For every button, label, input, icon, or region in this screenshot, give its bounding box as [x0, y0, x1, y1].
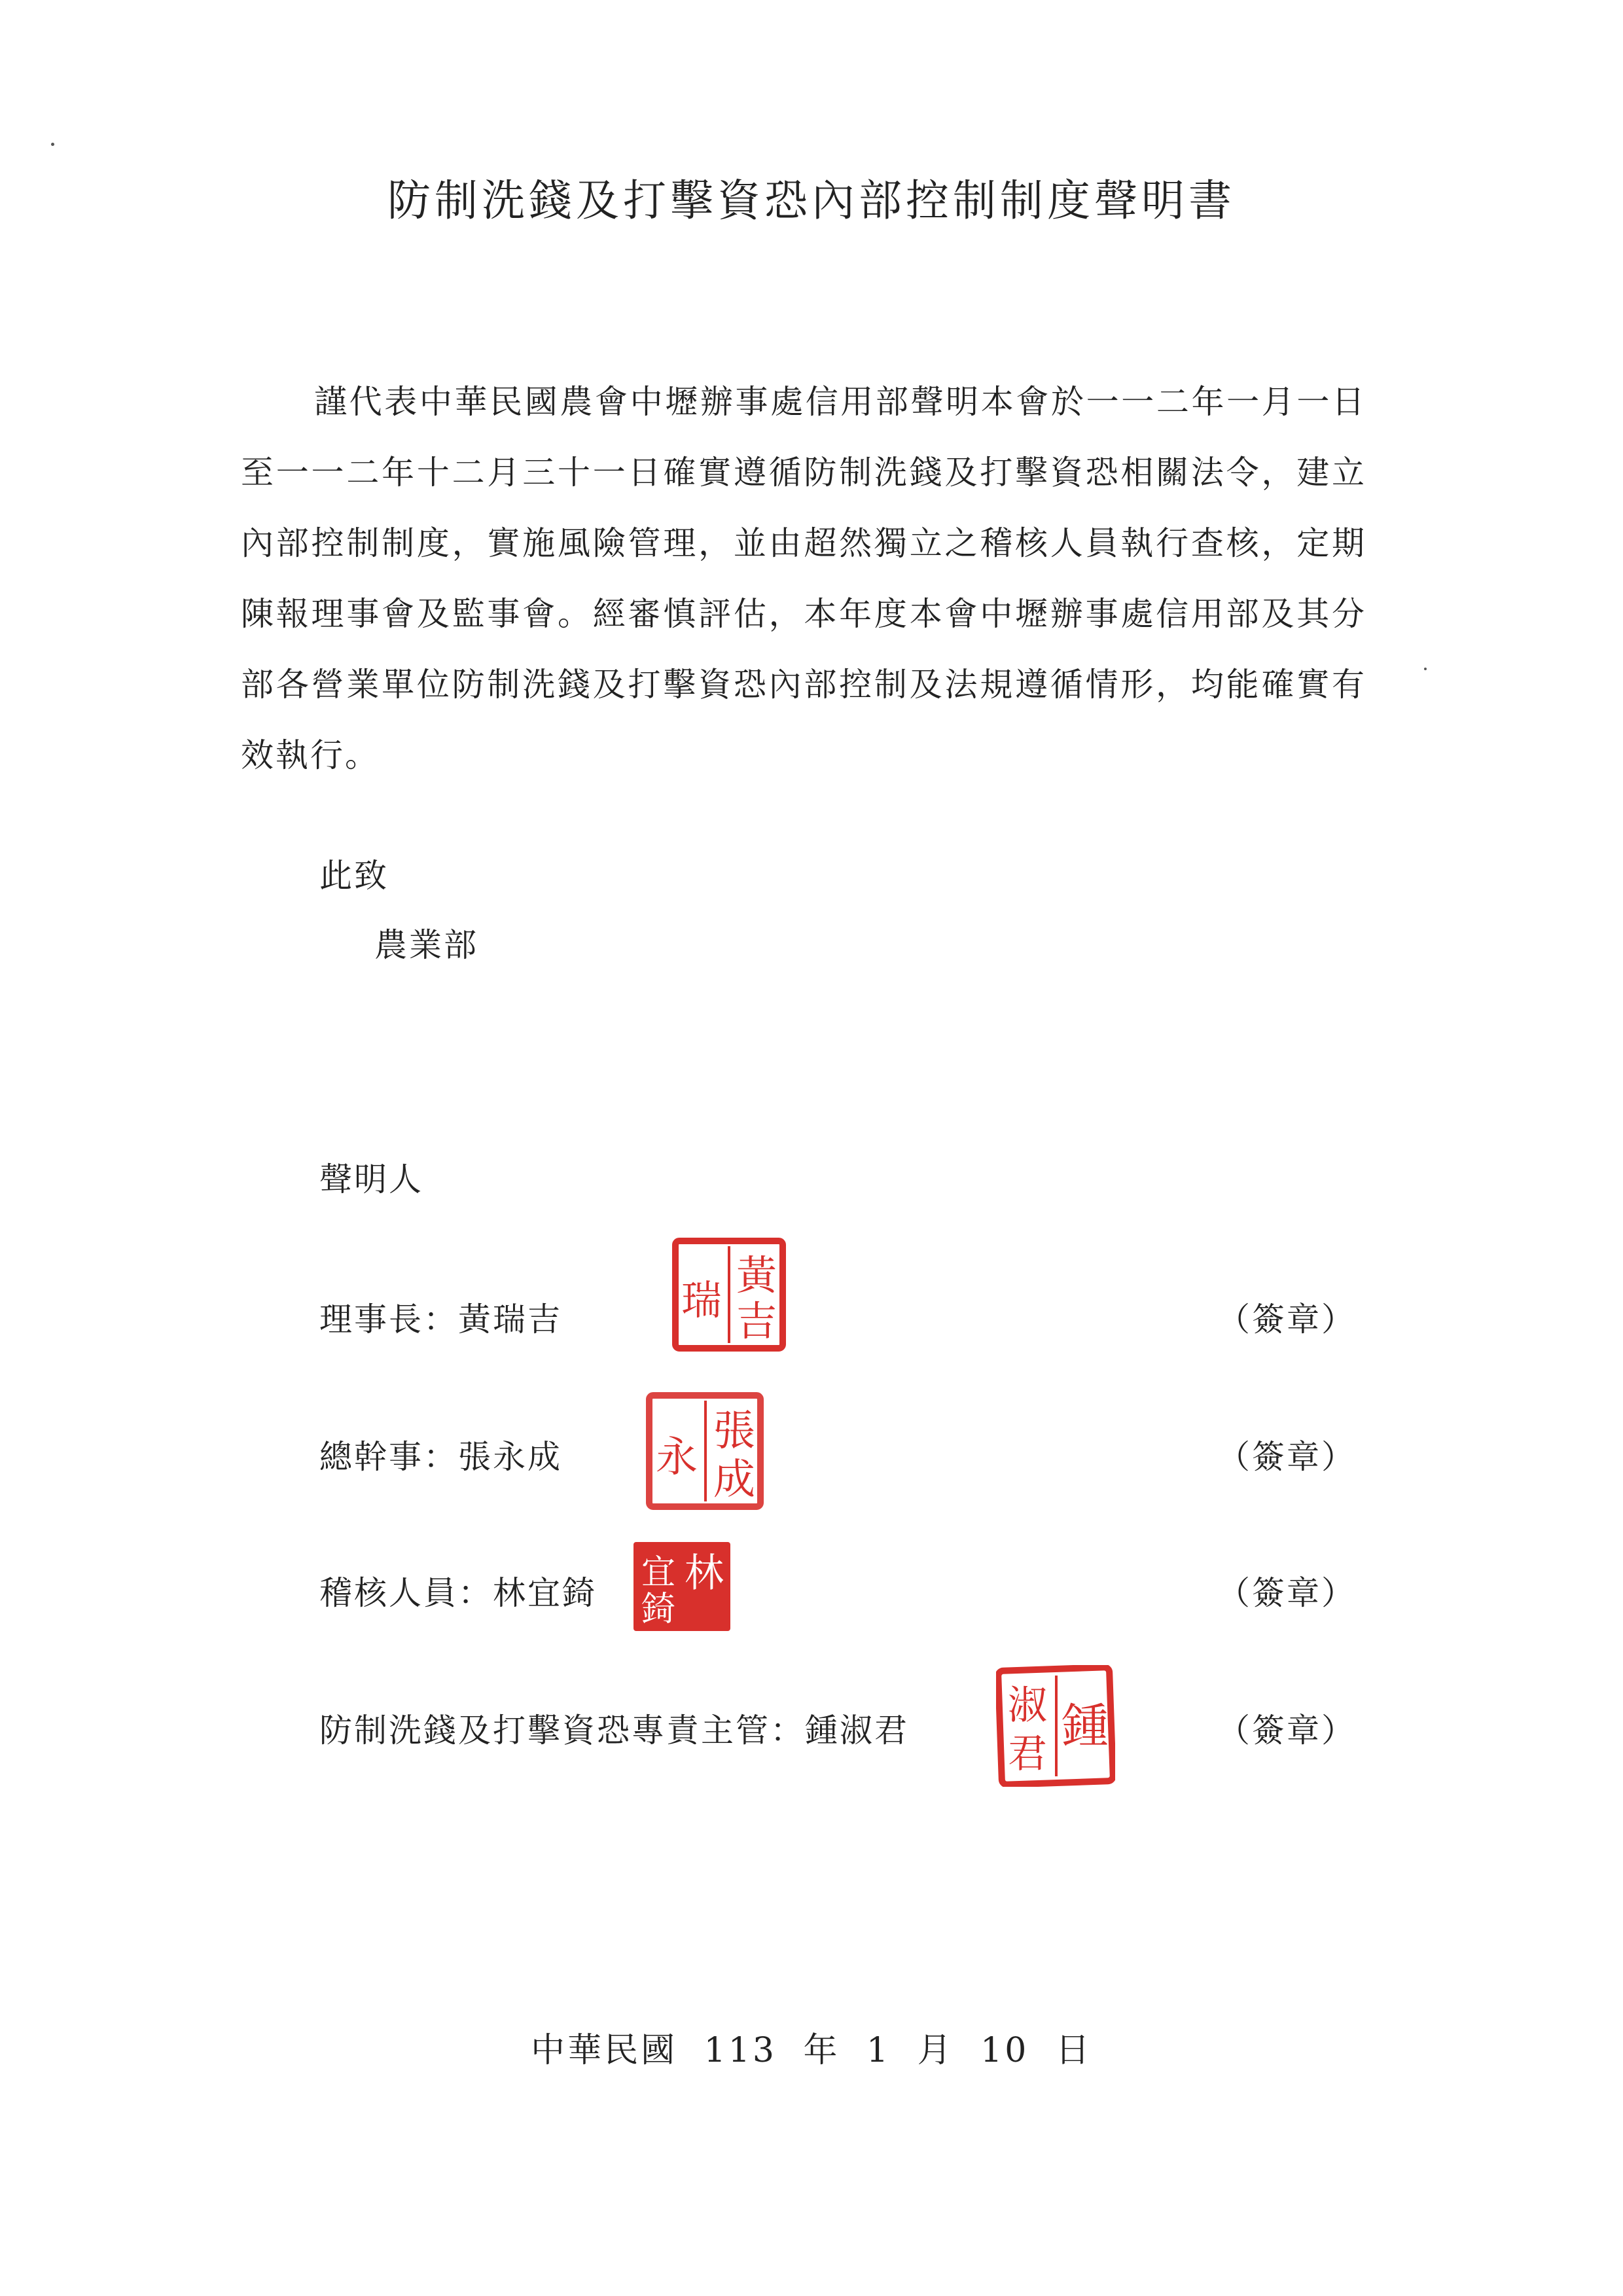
seal-char: 吉: [736, 1297, 777, 1345]
document-date: [0, 2022, 1623, 2072]
seal-char: 成: [713, 1456, 755, 1504]
signatory-auditor: [319, 1567, 1356, 1619]
signatory-role: 總幹事：張永成: [319, 1438, 562, 1476]
signatory-role: 防制洗錢及打擊資恐專責主管：鍾淑君: [319, 1712, 909, 1749]
closing-salutation: 此致: [319, 857, 389, 895]
signatory-aml-officer: [319, 1704, 1356, 1757]
general-manager-seal: [645, 1391, 764, 1511]
seal-char: 君: [1008, 1731, 1047, 1777]
seal-char: 錡: [641, 1590, 676, 1629]
scan-speck: [51, 143, 54, 146]
aml-officer-seal: [996, 1665, 1115, 1787]
seal-char: 鍾: [1061, 1698, 1109, 1753]
seal-char: 宜: [641, 1553, 676, 1592]
seal-char: 張: [713, 1407, 755, 1456]
sign-mark: （簽章）: [1217, 1574, 1356, 1612]
date-month-unit: 月: [917, 2031, 954, 2070]
seal-char: 淑: [1008, 1683, 1047, 1729]
sign-mark: （簽章）: [1217, 1300, 1356, 1338]
date-day-unit: 日: [1055, 2031, 1092, 2070]
signatory-role: 稽核人員：林宜錡: [319, 1574, 597, 1612]
signatory-role: 理事長：黃瑞吉: [319, 1300, 562, 1338]
seal-char: 黃: [736, 1251, 777, 1299]
date-day: 10: [980, 2031, 1029, 2070]
document-title: 防制洗錢及打擊資恐內部控制制度聲明書: [387, 175, 1236, 226]
scan-speck: [1424, 668, 1427, 670]
declarant-label: 聲明人: [319, 1160, 423, 1198]
date-year-unit: 年: [803, 2031, 840, 2070]
seal-char: 瑞: [681, 1276, 722, 1324]
recipient: 農業部: [374, 926, 478, 964]
auditor-seal: [631, 1539, 733, 1634]
seal-char: 林: [685, 1551, 724, 1596]
seal-char: 永: [656, 1433, 698, 1482]
date-era: 中華民國: [531, 2031, 678, 2070]
date-month: 1: [866, 2031, 891, 2070]
statement-body: 謹代表中華民國農會中壢辦事處信用部聲明本會於一一二年一月一日至一一二年十二月三十一日確實遵循防制洗錢及打擊資恐相關法令，建立內部控制制度，實施風險管理，並由超然獨立之稽核人員執行查核，定期陳報理事會及監事會。經審慎評估，本年度本會中壢辦事處信用部及其分部各營業單位防制洗錢及打擊資恐內部控制及法規遵循情形，均能確實有效執行。: [241, 383, 1366, 774]
signatory-general-manager: [319, 1431, 1356, 1483]
chairman-seal: [671, 1237, 787, 1352]
sign-mark: （簽章）: [1217, 1438, 1356, 1476]
date-year: 113: [704, 2031, 777, 2070]
sign-mark: （簽章）: [1217, 1712, 1356, 1749]
signatory-chairman: [319, 1293, 1356, 1346]
